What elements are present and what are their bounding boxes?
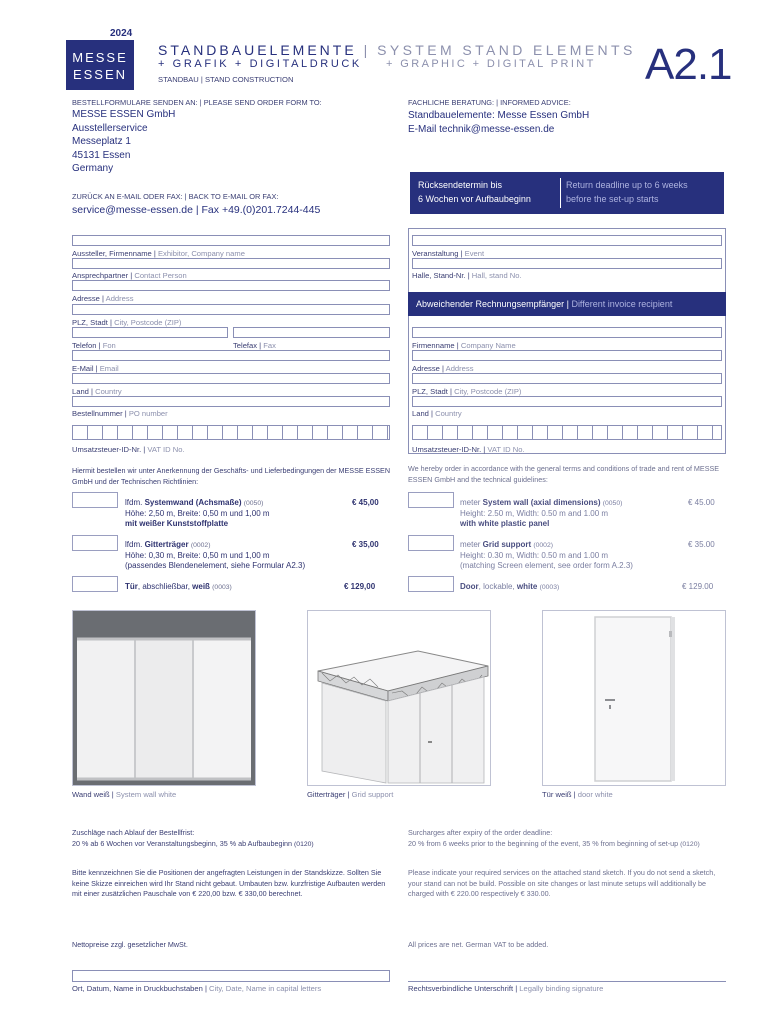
- phone-label: Telefon | Fon: [72, 341, 116, 350]
- event-label: Veranstaltung | Event: [412, 249, 485, 258]
- title-de: STANDBAUELEMENTE: [158, 42, 357, 58]
- title-separator: |: [363, 42, 371, 58]
- price-grid-support-de: € 35,00: [352, 540, 379, 549]
- subtitle-de: + GRAFIK + DIGITALDRUCK: [158, 58, 362, 70]
- signature-line[interactable]: [408, 981, 726, 982]
- phone-input[interactable]: [72, 327, 228, 338]
- item-door-en: Door, lockable, white (0003): [460, 582, 560, 591]
- deadline-de-1: Rücksendetermin bis: [418, 180, 503, 190]
- qty-door-en[interactable]: [408, 576, 454, 592]
- invoice-address-label: Adresse | Address: [412, 364, 474, 373]
- city-date-name-input[interactable]: [72, 970, 390, 982]
- address-line: Ausstellerservice: [72, 122, 148, 134]
- advice-line-1: Standbauelemente: Messe Essen GmbH: [408, 110, 590, 121]
- country-input[interactable]: [72, 373, 390, 384]
- item-grid-support-de: lfdm. Gitterträger (0002) Höhe: 0,30 m, Breite: 0,50 m und 1,00 m (passendes Blendenelement, siehe Formular A2.3): [125, 540, 306, 570]
- vat-id-label: Umsatzsteuer-ID-Nr. | VAT ID No.: [72, 445, 185, 454]
- intro-de: Hiermit bestellen wir unter Anerkennung der Geschäfts- und Lieferbedingungen der MESSE ESSEN GmbH und der Technischen Richtlinien:: [72, 466, 391, 486]
- deadline-de-2: 6 Wochen vor Aufbaubeginn: [418, 194, 531, 204]
- advice-email[interactable]: E-Mail technik@messe-essen.de: [408, 124, 555, 135]
- deadline-en-2: before the set-up starts: [566, 194, 659, 204]
- po-number-input[interactable]: [72, 396, 390, 407]
- invoice-city-label: PLZ, Stadt | City, Postcode (ZIP): [412, 387, 522, 396]
- invoice-vat-id-label: Umsatzsteuer-ID-Nr. | VAT ID No.: [412, 445, 525, 454]
- address-line: 45131 Essen: [72, 149, 131, 161]
- caption-door: Tür weiß | door white: [542, 790, 613, 799]
- invoice-country-input[interactable]: [412, 396, 722, 407]
- address-input-2[interactable]: [72, 304, 390, 315]
- invoice-company-label: Firmenname | Company Name: [412, 341, 516, 350]
- item-system-wall-de: lfdm. Systemwand (Achsmaße) (0050) Höhe: 2,50 m, Breite: 0,50 m und 1,00 m mit weißer Kunststoffplatte: [125, 498, 270, 528]
- sketch-note-de: Bitte kennzeichnen Sie die Positionen der angefragten Leistungen in der Standskizze. Sollten Sie keine Skizze einreichen wird Ihr Stand nicht gebaut. Umbauten bzw. kurzfristige Aufbauten werden mit einer zusätzlichen Pauschale von € 220,00 bzw. € 330,00 berechnet.: [72, 868, 386, 898]
- exhibitor-label: Aussteller, Firmenname | Exhibitor, Company name: [72, 249, 245, 258]
- qty-grid-support-de[interactable]: [72, 535, 118, 551]
- price-grid-support-en: € 35.00: [688, 540, 715, 549]
- photo-system-wall: [72, 610, 256, 786]
- photo-door: [542, 610, 726, 786]
- invoice-recipient-en: Different invoice recipient: [568, 299, 673, 309]
- invoice-city-input[interactable]: [412, 373, 722, 384]
- deadline-divider: [560, 178, 561, 208]
- subtitle-en: + GRAPHIC + DIGITAL PRINT: [386, 58, 596, 70]
- email-input[interactable]: [72, 350, 390, 361]
- city-label: PLZ, Stadt | City, Postcode (ZIP): [72, 318, 182, 327]
- caption-system-wall: Wand weiß | System wall white: [72, 790, 177, 799]
- advice-label: FACHLICHE BERATUNG: | INFORMED ADVICE:: [408, 98, 571, 107]
- address-line: MESSE ESSEN GmbH: [72, 109, 176, 120]
- email-label: E-Mail | Email: [72, 364, 119, 373]
- invoice-recipient-header: [408, 292, 726, 316]
- surcharge-en: Surcharges after expiry of the order deadline: 20 % from 6 weeks prior to the beginning of the event, 35 % from beginning of set-up (0120): [408, 828, 700, 848]
- intro-en: We hereby order in accordance with the general terms and conditions of trade and rent of MESSE ESSEN GmbH and the technical guidelines:: [408, 464, 720, 484]
- country-label: Land | Country: [72, 387, 122, 396]
- qty-system-wall-de[interactable]: [72, 492, 118, 508]
- item-system-wall-en: meter System wall (axial dimensions) (0050) Height: 2.50 m, Width: 0.50 m and 1.00 m with white plastic panel: [460, 498, 623, 528]
- item-door-de: Tür, abschließbar, weiß (0003): [125, 582, 232, 591]
- exhibitor-input[interactable]: [72, 235, 390, 246]
- fax-label: Telefax | Fax: [233, 341, 276, 350]
- fax-input[interactable]: [233, 327, 390, 338]
- po-number-label: Bestellnummer | PO number: [72, 409, 168, 418]
- invoice-recipient-de: Abweichender Rechnungsempfänger |: [416, 299, 569, 309]
- send-to-label: BESTELLFORMULARE SENDEN AN: | PLEASE SEND ORDER FORM TO:: [72, 98, 322, 107]
- vat-id-boxes[interactable]: [72, 425, 390, 440]
- hall-stand-input[interactable]: [412, 258, 722, 269]
- sketch-note-en: Please indicate your required services on the attached stand sketch. If you do not send a sketch, your stand can not be build. Possible on site changes or last minute setups will additionally be charged with € 220.00 respectively € 330.00.: [408, 868, 716, 898]
- deadline-en-1: Return deadline up to 6 weeks: [566, 180, 688, 190]
- address-line: Messeplatz 1: [72, 136, 131, 147]
- invoice-country-label: Land | Country: [412, 409, 462, 418]
- surcharge-de: Zuschläge nach Ablauf der Bestellfrist: 20 % ab 6 Wochen vor Veranstaltungsbeginn, 35 % ab Aufbaubeginn (0120): [72, 828, 314, 848]
- invoice-vat-id-boxes[interactable]: [412, 425, 722, 440]
- prices-note-de: Nettopreise zzgl. gesetzlicher MwSt.: [72, 940, 188, 949]
- hall-stand-label: Halle, Stand-Nr. | Hall, stand No.: [412, 271, 522, 280]
- qty-system-wall-en[interactable]: [408, 492, 454, 508]
- prices-note-en: All prices are net. German VAT to be added.: [408, 940, 549, 949]
- address-line: Germany: [72, 163, 114, 174]
- category: STANDBAU | STAND CONSTRUCTION: [158, 75, 294, 84]
- price-door-en: € 129.00: [682, 582, 714, 591]
- return-label: ZURÜCK AN E-MAIL ODER FAX: | BACK TO E-MAIL OR FAX:: [72, 192, 279, 201]
- send-to-address: [72, 108, 175, 176]
- contact-label: Ansprechpartner | Contact Person: [72, 271, 187, 280]
- caption-grid-support: Gitterträger | Grid support: [307, 790, 394, 799]
- price-system-wall-de: € 45,00: [352, 498, 379, 507]
- logo-line-1: MESSE: [72, 50, 128, 65]
- logo-line-2: ESSEN: [72, 67, 128, 82]
- qty-grid-support-en[interactable]: [408, 535, 454, 551]
- city-date-name-label: Ort, Datum, Name in Druckbuchstaben | City, Date, Name in capital letters: [72, 984, 322, 993]
- deadline-box: [410, 172, 724, 214]
- photo-grid-support: [307, 610, 491, 786]
- title-en: SYSTEM STAND ELEMENTS: [377, 42, 636, 58]
- price-door-de: € 129,00: [344, 582, 376, 591]
- messe-essen-logo: [66, 40, 134, 90]
- price-system-wall-en: € 45.00: [688, 498, 715, 507]
- invoice-company-input[interactable]: [412, 327, 722, 338]
- form-code: A2.1: [645, 40, 732, 89]
- return-contact: service@messe-essen.de | Fax +49.(0)201.7244-445: [72, 204, 321, 216]
- event-input[interactable]: [412, 235, 722, 246]
- address-input[interactable]: [72, 280, 390, 291]
- invoice-address-input[interactable]: [412, 350, 722, 361]
- signature-label: Rechtsverbindliche Unterschrift | Legally binding signature: [408, 984, 604, 993]
- contact-input[interactable]: [72, 258, 390, 269]
- year: 2024: [110, 28, 133, 39]
- item-grid-support-en: meter Grid support (0002) Height: 0.30 m, Width: 0.50 m and 1.00 m (matching Screen element, see order form A.2.3): [460, 540, 633, 570]
- address-label: Adresse | Address: [72, 294, 134, 303]
- qty-door-de[interactable]: [72, 576, 118, 592]
